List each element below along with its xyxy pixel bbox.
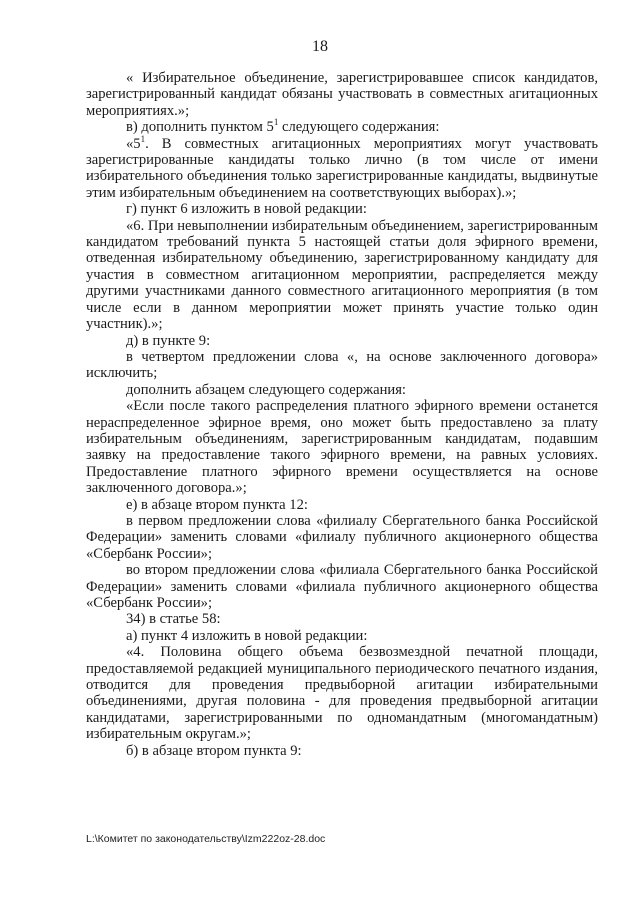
footer-file-path: L:\Комитет по законодательству\Izm222oz-28.doc <box>86 833 326 845</box>
paragraph-16: б) в абзаце втором пункта 9: <box>126 742 302 759</box>
paragraph-3: «$5^1$. В совместных агитационных мероприятиях могут участвовать зарегистрированные кандидаты только лично (в том числе от имени избирательного объединения только зарегистрированные кандидаты, выдвинутые этим избирательным объединением на соответствующих выборах).»; <box>86 133 598 201</box>
page-number: 18 <box>312 38 328 55</box>
superscript: 1 <box>273 117 279 128</box>
paragraph-5: «6. При невыполнении избирательным объединением, зарегистрированным кандидатом требований пункта 5 настоящей статьи доля эфирного времени, отведенная избирательному объединению, зарегистрированному кандидату для участия в совместном агитационном мероприятии, распределяется между другими участниками данного совместного агитационного мероприятия (в том числе если в данном мероприятии может принять участие только один участник).»; <box>86 217 598 333</box>
superscript: 1 <box>140 133 146 144</box>
paragraph-1: « Избирательное объединение, зарегистрировавшее список кандидатов, зарегистрированный кандидат обязаны участвовать в совместных агитационных мероприятиях.»; <box>86 70 598 119</box>
paragraph-12: во втором предложении слова «филиала Сбергательного банка Российской Федерации» заменить словами «филиала публичного акционерного общества «Сбербанк России»; <box>86 562 598 611</box>
paragraph-10: е) в абзаце втором пункта 12: <box>126 496 308 513</box>
paragraph-13: 34) в статье 58: <box>126 611 221 628</box>
paragraph-15: «4. Половина общего объема безвозмездной печатной площади, предоставляемой редакцией муниципального периодического печатного издания, отводится для проведения предвыборной агитации избирательными объединениями, другая половина - для проведения предвыборной агитации кандидатами, зарегистрированными по одномандатным (многомандатным) избирательным округам.»; <box>86 644 598 743</box>
document-body <box>86 70 598 759</box>
paragraph-8: дополнить абзацем следующего содержания: <box>126 381 406 398</box>
paragraph-6: д) в пункте 9: <box>126 332 211 349</box>
paragraph-14: а) пункт 4 изложить в новой редакции: <box>126 627 368 644</box>
paragraph-9: «Если после такого распределения платного эфирного времени останется нераспределенное эфирное время, оно может быть предоставлено за плату избирательным объединениям, зарегистрированным кандидатам, подавшим заявку на предоставление такого эфирного времени, на равных условиях. Предоставление платного эфирного времени осуществляется на основе заключенного договора.»; <box>86 398 598 497</box>
paragraph-11: в первом предложении слова «филиалу Сбергательного банка Российской Федерации» заменить словами «филиалу публичного акционерного общества «Сбербанк России»; <box>86 512 598 562</box>
paragraph-2: в) дополнить пунктом $5^1$ следующего содержания: <box>126 117 440 136</box>
paragraph-4: г) пункт 6 изложить в новой редакции: <box>126 201 367 218</box>
paragraph-7: в четвертом предложении слова «, на основе заключенного договора» исключить; <box>86 348 598 382</box>
